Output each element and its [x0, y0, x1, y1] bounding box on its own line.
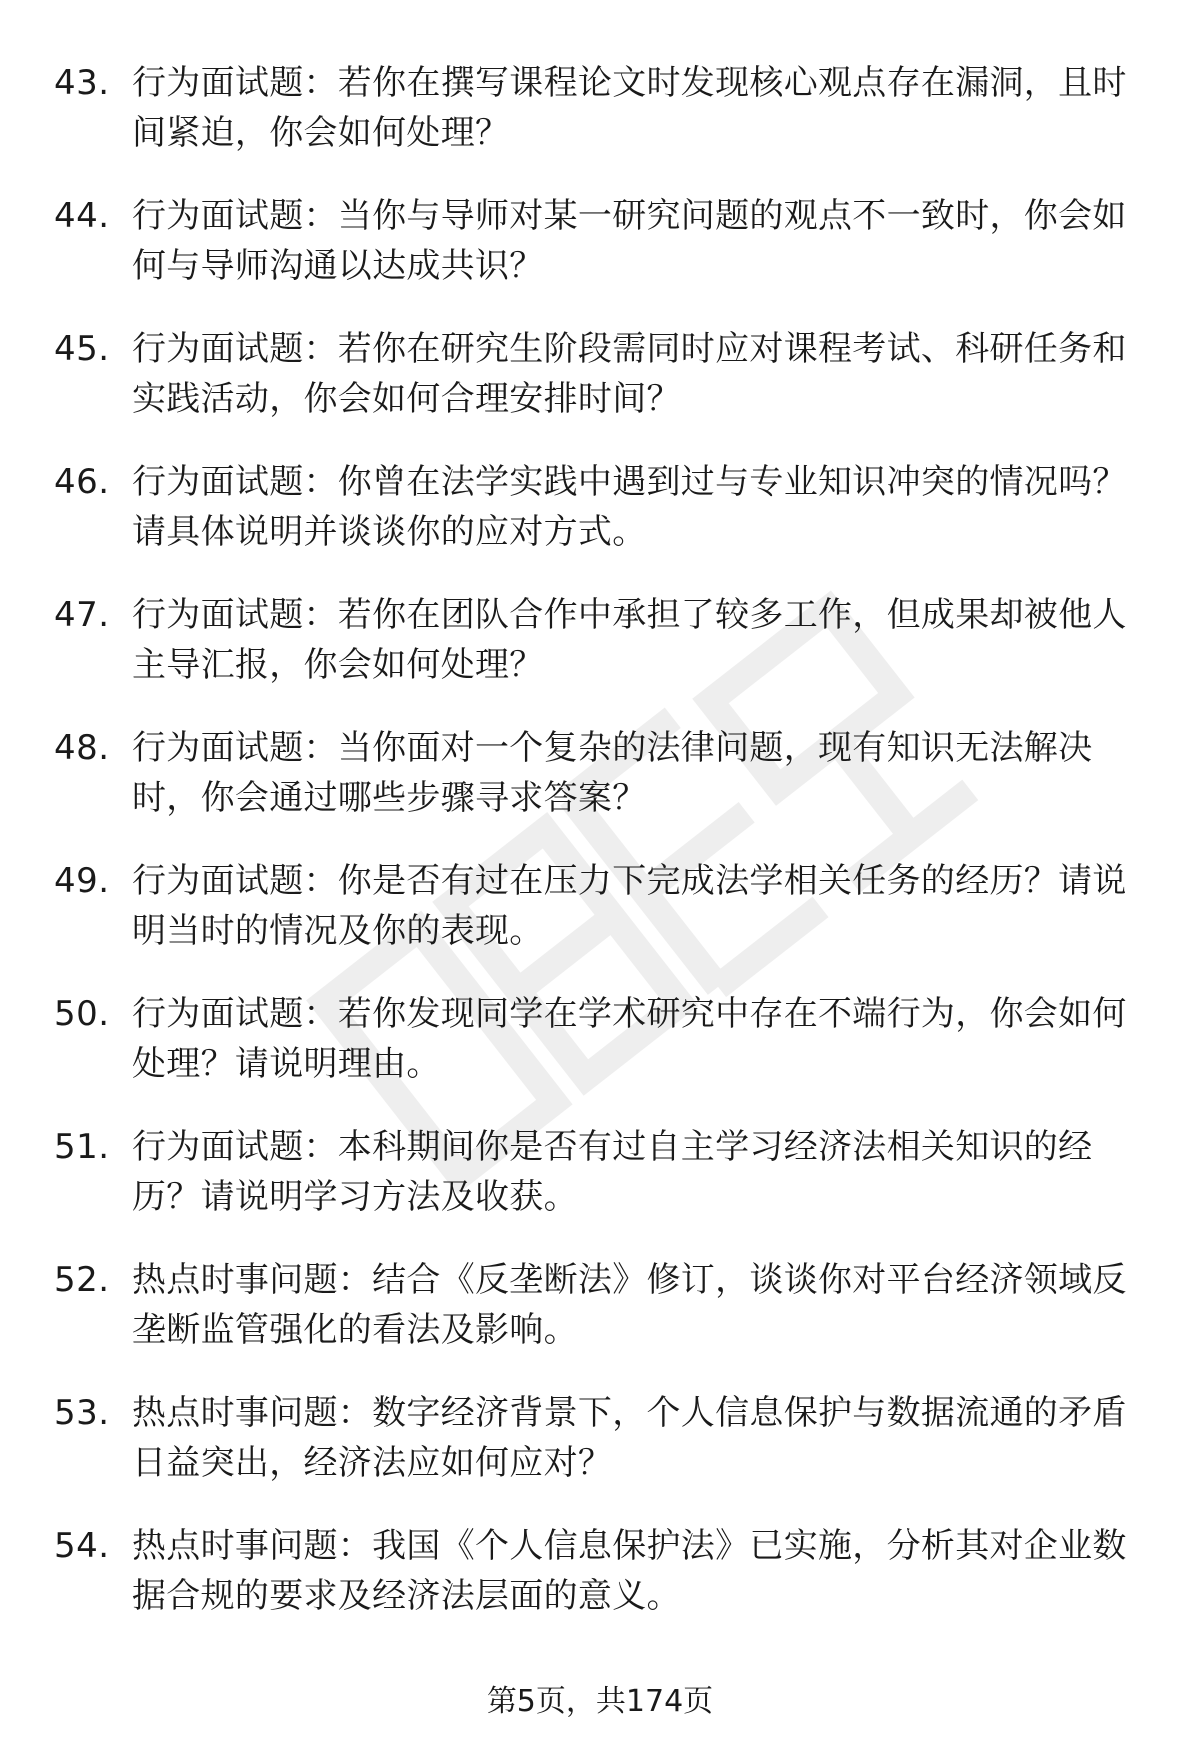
list-item: [50, 191, 1140, 324]
question-number: 53.: [54, 1393, 110, 1433]
question-text: 行为面试题：当你面对一个复杂的法律问题，现有知识无法解决时，你会通过哪些步骤寻求答案？: [132, 728, 1093, 818]
list-item: [50, 723, 1140, 856]
list-item: [50, 989, 1140, 1122]
list-item: [50, 324, 1140, 457]
question-text: 热点时事问题：结合《反垄断法》修订，谈谈你对平台经济领域反垄断监管强化的看法及影响。: [132, 1260, 1127, 1350]
question-number: 48.: [54, 728, 110, 768]
question-text: 行为面试题：你是否有过在压力下完成法学相关任务的经历？请说明当时的情况及你的表现。: [132, 861, 1127, 951]
question-number: 50.: [54, 994, 110, 1034]
list-item: [50, 1521, 1140, 1654]
question-text: 热点时事问题：数字经济背景下，个人信息保护与数据流通的矛盾日益突出，经济法应如何应对？: [132, 1393, 1127, 1483]
question-text: 行为面试题：若你在研究生阶段需同时应对课程考试、科研任务和实践活动，你会如何合理安排时间？: [132, 329, 1127, 419]
question-list: [50, 58, 1140, 1654]
list-item: [50, 1122, 1140, 1255]
question-number: 45.: [54, 329, 110, 369]
question-text: 行为面试题：当你与导师对某一研究问题的观点不一致时，你会如何与导师沟通以达成共识？: [132, 196, 1127, 286]
question-number: 47.: [54, 595, 110, 635]
list-item: [50, 590, 1140, 723]
question-text: 行为面试题：你曾在法学实践中遇到过与专业知识冲突的情况吗？请具体说明并谈谈你的应对方式。: [132, 462, 1127, 552]
question-text: 行为面试题：本科期间你是否有过自主学习经济法相关知识的经历？请说明学习方法及收获。: [132, 1127, 1093, 1217]
list-item: [50, 457, 1140, 590]
question-text: 热点时事问题：我国《个人信息保护法》已实施，分析其对企业数据合规的要求及经济法层面的意义。: [132, 1526, 1127, 1616]
list-item: [50, 1255, 1140, 1388]
question-number: 44.: [54, 196, 110, 236]
question-number: 54.: [54, 1526, 110, 1566]
question-text: 行为面试题：若你在团队合作中承担了较多工作，但成果却被他人主导汇报，你会如何处理？: [132, 595, 1127, 685]
question-number: 46.: [54, 462, 110, 502]
question-number: 52.: [54, 1260, 110, 1300]
question-text: 行为面试题：若你在撰写课程论文时发现核心观点存在漏洞，且时间紧迫，你会如何处理？: [132, 63, 1127, 153]
list-item: [50, 58, 1140, 191]
question-number: 51.: [54, 1127, 110, 1167]
question-number: 49.: [54, 861, 110, 901]
list-item: [50, 1388, 1140, 1521]
question-number: 43.: [54, 63, 110, 103]
page-number-footer: 第5页，共174页: [486, 1684, 714, 1719]
question-text: 行为面试题：若你发现同学在学术研究中存在不端行为，你会如何处理？请说明理由。: [132, 994, 1127, 1084]
list-item: [50, 856, 1140, 989]
